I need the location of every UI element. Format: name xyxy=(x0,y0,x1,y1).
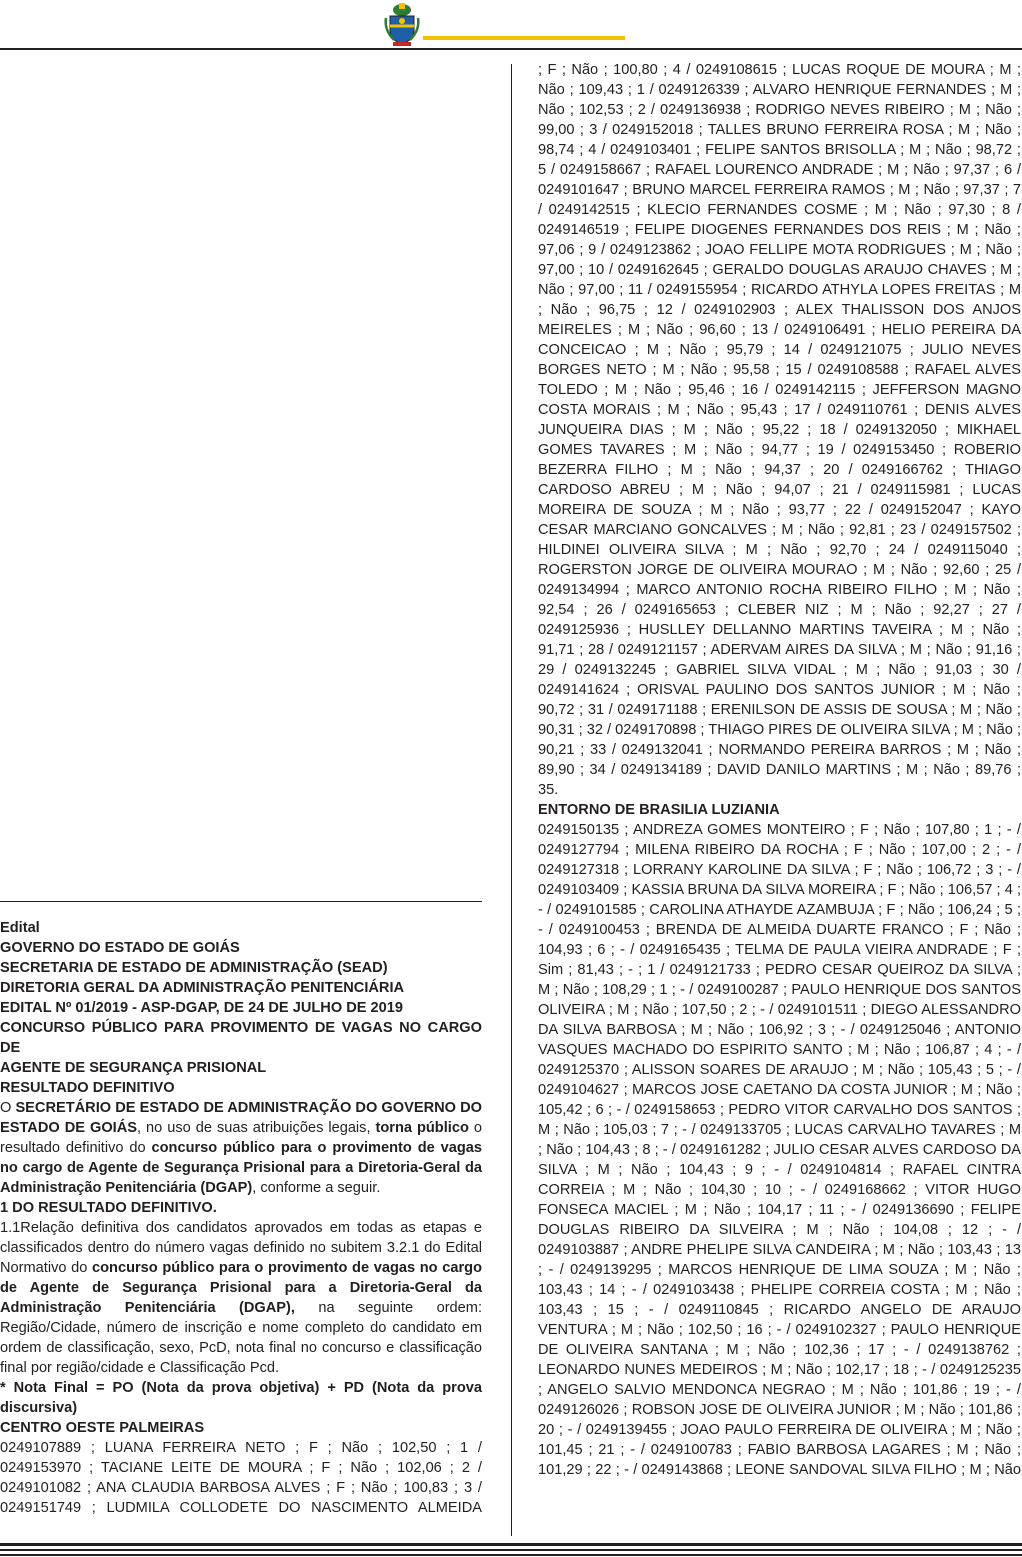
heading-line-4: EDITAL Nº 01/2019 - ASP-DGAP, DE 24 DE JULHO DE 2019 xyxy=(0,1000,404,1016)
item-text: na seguinte ordem: Região/Cidade, número de inscrição e nome completo do candidato em ordem de classificação, sexo, PcD, nota final no concurso e classificação final por região/cidade e Classificação Pcd. xyxy=(0,1300,482,1376)
header-rule xyxy=(0,48,1022,50)
heading-line-6: AGENTE DE SEGURANÇA PRISIONAL xyxy=(0,1060,267,1076)
intro-text: O xyxy=(0,1100,16,1116)
heading-line-7: RESULTADO DEFINITIVO xyxy=(0,1080,175,1096)
note: * Nota Final = PO (Nota da prova objetiva) + PD (Nota da prova discursiva) xyxy=(0,1380,482,1416)
section-title: 1 DO RESULTADO DEFINITIVO. xyxy=(0,1200,217,1216)
region-title: ENTORNO DE BRASILIA LUZIANIA xyxy=(538,802,780,818)
item-bold: concurso público para o provimento de vagas no cargo de Agente de Segurança Prisional para a Diretoria-Geral da Administração Penitenciária (DGAP), xyxy=(0,1260,482,1316)
intro-text: o resultado definitivo do xyxy=(0,1120,482,1156)
region-results: 0249150135 ; ANDREZA GOMES MONTEIRO ; F ; Não ; 107,80 ; 1 ; - / 0249127794 ; MILENA RIBEIRO DA ROCHA ; F ; Não ; 107,00 ; 2 ; - / 0249127318 ; LORRANY KAROLINE DA SILVA ; F ; Não ; 106,72 ; 3 ; - / 0249103409 ; KASSIA BRUNA DA SILVA MOREIRA ; F ; Não ; 106,57 ; 4 ; - / 0249101585 ; CAROLINA ATHAYDE AZAMBUJA ; F ; Não ; 106,24 ; 5 ; - / 0249100453 ; BRENDA DE ALMEIDA DUARTE FRANCO ; F ; Não ; 104,93 ; 6 ; - / 0249165435 ; TELMA DE PAULA VIEIRA ANDRADE ; F ; Sim ; 81,43 ; - ; 1 / 0249121733 ; PEDRO CESAR QUEIROZ DA SILVA ; M ; Não ; 108,29 ; 1 ; - / 0249100287 ; PAULO HENRIQUE DOS SANTOS OLIVEIRA ; M ; Não ; 107,50 ; 2 ; - / 0249101511 ; DIEGO ALESSANDRO DA SILVA BARBOSA ; M ; Não ; 106,92 ; 3 ; - / 0249125046 ; ANTONIO VASQUES MACHADO DO ESPIRITO SANTO ; M ; Não ; 106,87 ; 4 ; - / 0249125370 ; ALISSON SOARES DE ARAUJO ; M ; Não ; 105,43 ; 5 ; - / 0249104627 ; MARCOS JOSE CAETANO DA COSTA JUNIOR ; M ; Não ; 105,42 ; 6 ; - / 0249158653 ; PEDRO VITOR CARVALHO DOS SANTOS ; M ; Não ; 105,03 ; 7 ; - / 0249133705 ; LUCAS CARVALHO TAVARES ; M ; Não ; 104,43 ; 8 ; - / 0249161282 ; JULIO CESAR ALVES CARDOSO DA SILVA ; M ; Não ; 104,43 ; 9 ; - / 0249104814 ; RAFAEL CINTRA CORREIA ; M ; Não ; 104,30 ; 10 ; - / 0249168662 ; VITOR HUGO FONSECA MACIEL ; M ; Não ; 104,17 ; 11 ; - / 0249136690 ; FELIPE DOUGLAS RIBEIRO DA SILVEIRA ; M ; Não ; 104,08 ; 12 ; - / 0249103887 ; ANDRE PHELIPE SILVA CANDEIRA ; M ; Não ; 103,43 ; 13 ; - / 0249139295 ; MARCOS HENRIQUE DE LIMA SOUZA ; M ; Não ; 103,43 ; 14 ; - / 0249103438 ; PHELIPE CORREIA COSTA ; M ; Não ; 103,43 ; 15 ; - / 0249110845 ; RICARDO ANGELO DE ARAUJO VENTURA ; M ; Não ; 102,50 ; 16 ; - / 0249102327 ; PAULO HENRIQUE DE OLIVEIRA SANTANA ; M ; Não ; 102,36 ; 17 ; - / 0249138762 ; LEONARDO NUNES MEDEIROS ; M ; Não ; 102,17 ; 18 ; - / 0249125235 ; ANGELO SALVIO MENDONCA NEGRAO ; M ; Não ; 101,86 ; 19 ; - / 0249126026 ; ROBSON JOSE DE OLIVEIRA JUNIOR ; M ; Não ; 101,86 ; 20 ; - / 0249139455 ; JOAO PAULO FERREIRA DE OLIVEIRA ; M ; Não ; 101,45 ; 21 ; - / 0249100783 ; FABIO BARBOSA LAGARES ; M ; Não ; 101,29 ; 22 ; - / 0249143868 ; LEONE SANDOVAL SILVA FILHO ; M ; Não xyxy=(538,822,1021,1478)
intro-bold: torna público xyxy=(375,1120,469,1136)
region-results-continued: ; F ; Não ; 100,80 ; 4 / 0249108615 ; LUCAS ROQUE DE MOURA ; M ; Não ; 109,43 ; 1 / 0249126339 ; ALVARO HENRIQUE FERNANDES ; M ; Não ; 102,53 ; 2 / 0249136938 ; RODRIGO NEVES RIBEIRO ; M ; Não ; 99,00 ; 3 / 0249152018 ; TALLES BRUNO FERREIRA ROSA ; M ; Não ; 98,74 ; 4 / 0249103401 ; FELIPE SANTOS BRISOLLA ; M ; Não ; 98,72 ; 5 / 0249158667 ; RAFAEL LOURENCO ANDRADE ; M ; Não ; 97,37 ; 6 / 0249101647 ; BRUNO MARCEL FERREIRA RAMOS ; M ; Não ; 97,37 ; 7 / 0249142515 ; KLECIO FERNANDES COSME ; M ; Não ; 97,30 ; 8 / 0249146519 ; FELIPE DIOGENES FERNANDES DOS REIS ; M ; Não ; 97,06 ; 9 / 0249123862 ; JOAO FELLIPE MOTA RODRIGUES ; M ; Não ; 97,00 ; 10 / 0249162645 ; GERALDO DOUGLAS ARAUJO CHAVES ; M ; Não ; 97,00 ; 11 / 0249155954 ; RICARDO ATHYLA LOPES FREITAS ; M ; Não ; 96,75 ; 12 / 0249102903 ; ALEX THALISSON DOS ANJOS MEIRELES ; M ; Não ; 96,60 ; 13 / 0249106491 ; HELIO PEREIRA DA CONCEICAO ; M ; Não ; 95,79 ; 14 / 0249121075 ; JULIO NEVES BORGES NETO ; M ; Não ; 95,58 ; 15 / 0249108588 ; RAFAEL ALVES TOLEDO ; M ; Não ; 95,46 ; 16 / 0249142115 ; JEFFERSON MAGNO COSTA MORAIS ; M ; Não ; 95,43 ; 17 / 0249110761 ; DENIS ALVES JUNQUEIRA DIAS ; M ; Não ; 95,22 ; 18 / 0249132050 ; MIKHAEL GOMES TAVARES ; M ; Não ; 94,77 ; 19 / 0249153450 ; ROBERIO BEZERRA FILHO ; M ; Não ; 94,37 ; 20 / 0249166762 ; THIAGO CARDOSO ABREU ; M ; Não ; 94,07 ; 21 / 0249115981 ; LUCAS MOREIRA DE SOUZA ; M ; Não ; 93,77 ; 22 / 0249152047 ; KAYO CESAR MARCIANO GONCALVES ; M ; Não ; 92,81 ; 23 / 0249157502 ; HILDINEI OLIVEIRA SILVA ; M ; Não ; 92,70 ; 24 / 0249115040 ; ROGERSTON JORGE DE OLIVEIRA MOURAO ; M ; Não ; 92,60 ; 25 / 0249134994 ; MARCO ANTONIO ROCHA RIBEIRO FILHO ; M ; Não ; 92,54 ; 26 / 0249165653 ; CLEBER NIZ ; M ; Não ; 92,27 ; 27 / 0249125936 ; HUSLLEY DELLANNO MARTINS TAVEIRA ; M ; Não ; 91,71 ; 28 / 0249121157 ; ADERVAM AIRES DA SILVA ; M ; Não ; 91,16 ; 29 / 0249132245 ; GABRIEL SILVA VIDAL ; M ; Não ; 91,03 ; 30 / 0249141624 ; ORISVAL PAULINO DOS SANTOS JUNIOR ; M ; Não ; 90,72 ; 31 / 0249171188 ; ERENILSON DE ASSIS DE SOUSA ; M ; Não ; 90,31 ; 32 / 0249170898 ; THIAGO PIRES DE OLIVEIRA SILVA ; M ; Não ; 90,21 ; 33 / 0249132041 ; NORMANDO PEREIRA BARROS ; M ; Não ; 89,90 ; 34 / 0249134189 ; DAVID DANILO MARTINS ; M ; Não ; 89,76 ; 35. xyxy=(538,62,1021,798)
column-divider xyxy=(511,64,512,1536)
section-divider xyxy=(0,901,482,902)
intro-text: , no uso de suas atribuições legais, xyxy=(137,1120,376,1136)
region-results: 0249107889 ; LUANA FERREIRA NETO ; F ; Não ; 102,50 ; 1 / 0249153970 ; TACIANE LEITE DE MOURA ; F ; Não ; 102,06 ; 2 / 0249101082 ; ANA CLAUDIA BARBOSA ALVES ; F ; Não ; 100,83 ; 3 / 0249151749 ; LUDMILA COLLODETE DO NASCIMENTO ALMEIDA xyxy=(0,1440,482,1516)
intro-text: , conforme a seguir. xyxy=(252,1180,381,1196)
right-column xyxy=(538,60,1021,1480)
heading-line-1: GOVERNO DO ESTADO DE GOIÁS xyxy=(0,940,240,956)
footer-rule xyxy=(0,1549,1022,1551)
intro-bold: SECRETÁRIO DE ESTADO DE ADMINISTRAÇÃO DO GOVERNO DO ESTADO DE GOIÁS xyxy=(0,1100,482,1136)
intro-paragraph xyxy=(0,1098,482,1198)
heading-line-3: DIRETORIA GERAL DA ADMINISTRAÇÃO PENITENCIÁRIA xyxy=(0,980,405,996)
item-text: 1.1Relação definitiva dos candidatos aprovados em todas as etapas e classificados dentro do número vagas definido no subitem 3.2.1 do Edital Normativo do xyxy=(0,1220,482,1276)
left-column xyxy=(0,918,482,1518)
region-title: CENTRO OESTE PALMEIRAS xyxy=(0,1420,205,1436)
footer-rule xyxy=(0,1543,1022,1546)
heading-line-2: SECRETARIA DE ESTADO DE ADMINISTRAÇÃO (SEAD) xyxy=(0,960,388,976)
intro-bold: concurso público para o provimento de vagas no cargo de Agente de Segurança Prisional para a Diretoria-Geral da Administração Penitenciária (DGAP) xyxy=(0,1140,482,1196)
edital-label: Edital xyxy=(0,920,40,936)
item-paragraph xyxy=(0,1218,482,1378)
heading-line-5: CONCURSO PÚBLICO PARA PROVIMENTO DE VAGAS NO CARGO DE xyxy=(0,1020,482,1056)
footer-rule xyxy=(0,1554,1022,1556)
header-gold-bar xyxy=(423,36,625,40)
goias-coat-of-arms-icon xyxy=(382,2,422,48)
